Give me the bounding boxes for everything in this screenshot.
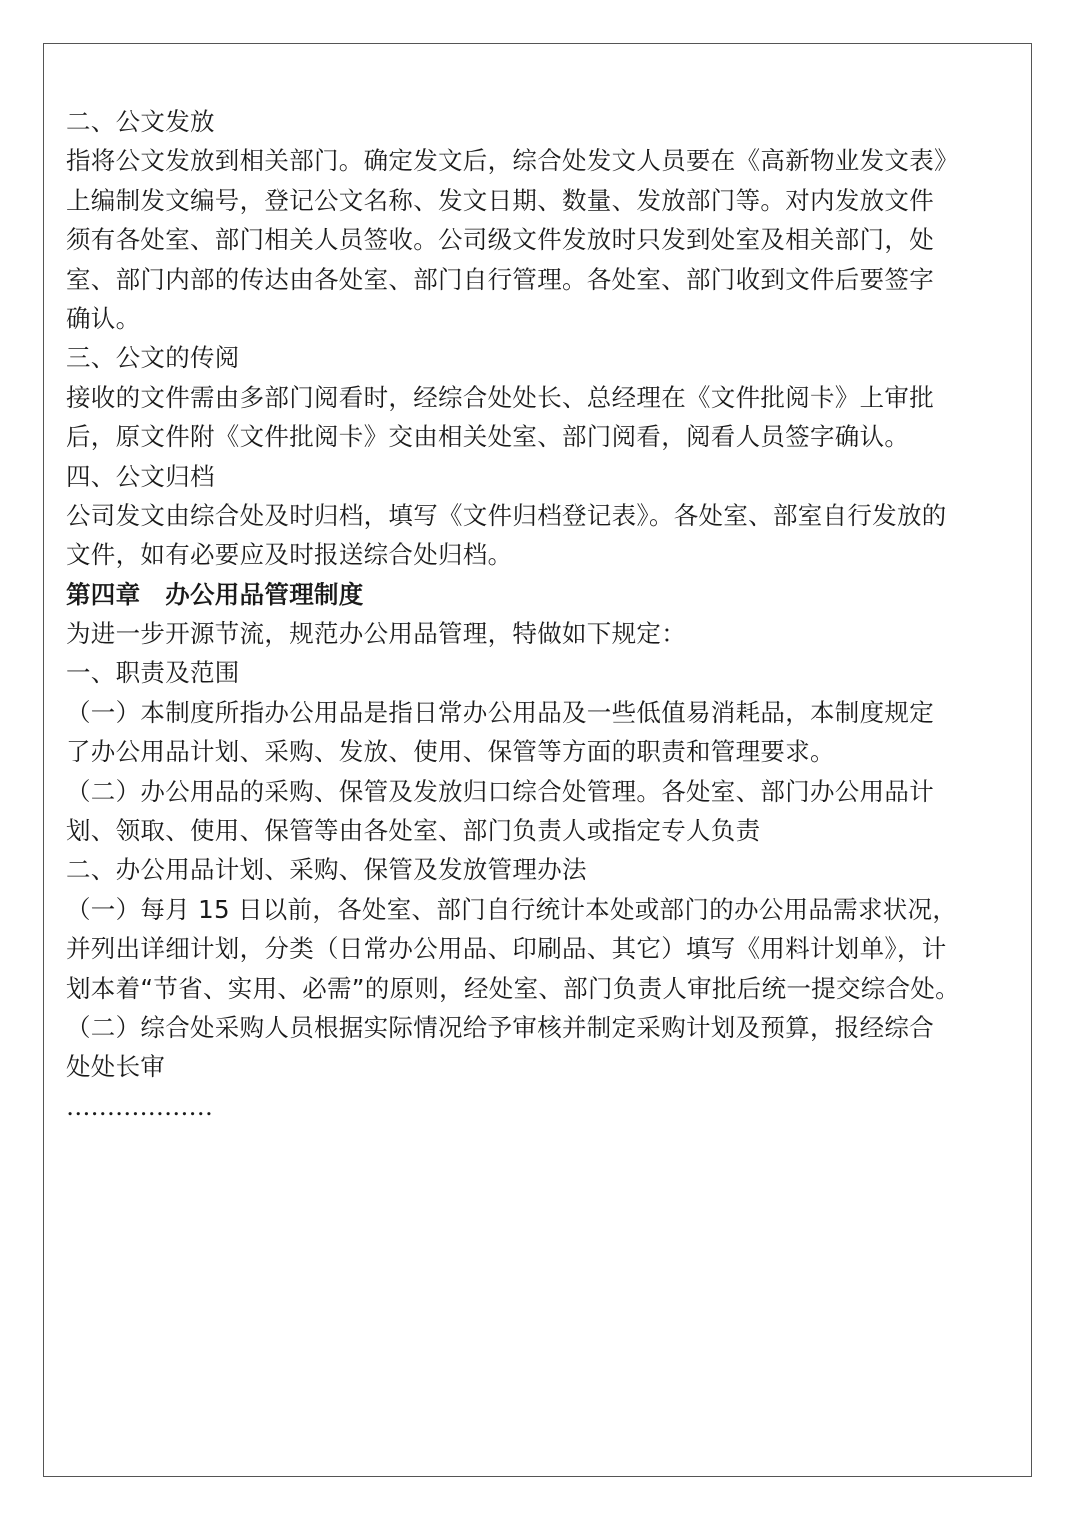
document-body bbox=[66, 102, 1011, 1126]
section-heading: 二、公文发放 bbox=[66, 107, 215, 136]
paragraph-line: 公司发文由综合处及时归档，填写《文件归档登记表》。各处室、部室自行发放的 bbox=[66, 500, 947, 530]
paragraph-line: 处处长审 bbox=[66, 1052, 166, 1082]
section-heading: 一、职责及范围 bbox=[66, 658, 240, 688]
paragraph-line: 确认。 bbox=[66, 303, 141, 333]
paragraph-line: 划、领取、使用、保管等由各处室、部门负责人或指定专人负责 bbox=[66, 816, 761, 846]
paragraph-line: （二）综合处采购人员根据实际情况给予审核并制定采购计划及预算，报经综合 bbox=[66, 1012, 934, 1042]
continuation-ellipsis: ……………… bbox=[66, 1091, 213, 1121]
paragraph-line: 室、部门内部的传达由各处室、部门自行管理。各处室、部门收到文件后要签字 bbox=[66, 264, 934, 294]
section-heading: 二、办公用品计划、采购、保管及发放管理办法 bbox=[66, 855, 587, 885]
paragraph-line: 为进一步开源节流，规范办公用品管理，特做如下规定： bbox=[66, 619, 686, 649]
paragraph-line: （一）每月 15 日以前，各处室、部门自行统计本处或部门的办公用品需求状况， bbox=[66, 894, 958, 924]
section-heading: 三、公文的传阅 bbox=[66, 343, 240, 373]
chapter-title: 第四章 办公用品管理制度 bbox=[66, 579, 364, 609]
paragraph-line: 上编制发文编号，登记公文名称、发文日期、数量、发放部门等。对内发放文件 bbox=[66, 185, 934, 215]
paragraph-line: 须有各处室、部门相关人员签收。公司级文件发放时只发到处室及相关部门，处 bbox=[66, 225, 934, 255]
paragraph-line: 划本着“节省、实用、必需”的原则，经处室、部门负责人审批后统一提交综合处。 bbox=[66, 973, 960, 1003]
paragraph-line: 接收的文件需由多部门阅看时，经综合处处长、总经理在《文件批阅卡》上审批 bbox=[66, 382, 934, 412]
paragraph-line: （二）办公用品的采购、保管及发放归口综合处管理。各处室、部门办公用品计 bbox=[66, 776, 934, 806]
section-heading: 四、公文归档 bbox=[66, 461, 215, 491]
paragraph-line: 了办公用品计划、采购、发放、使用、保管等方面的职责和管理要求。 bbox=[66, 737, 835, 767]
paragraph-line: 指将公文发放到相关部门。确定发文后，综合处发文人员要在《高新物业发文表》 bbox=[66, 146, 959, 176]
paragraph-line: 文件，如有必要应及时报送综合处归档。 bbox=[66, 540, 513, 570]
paragraph-line: 后，原文件附《文件批阅卡》交由相关处室、部门阅看，阅看人员签字确认。 bbox=[66, 422, 910, 452]
paragraph-line: 并列出详细计划，分类（日常办公用品、印刷品、其它）填写《用料计划单》，计 bbox=[66, 934, 947, 964]
paragraph-line: （一）本制度所指办公用品是指日常办公用品及一些低值易消耗品，本制度规定 bbox=[66, 697, 934, 727]
